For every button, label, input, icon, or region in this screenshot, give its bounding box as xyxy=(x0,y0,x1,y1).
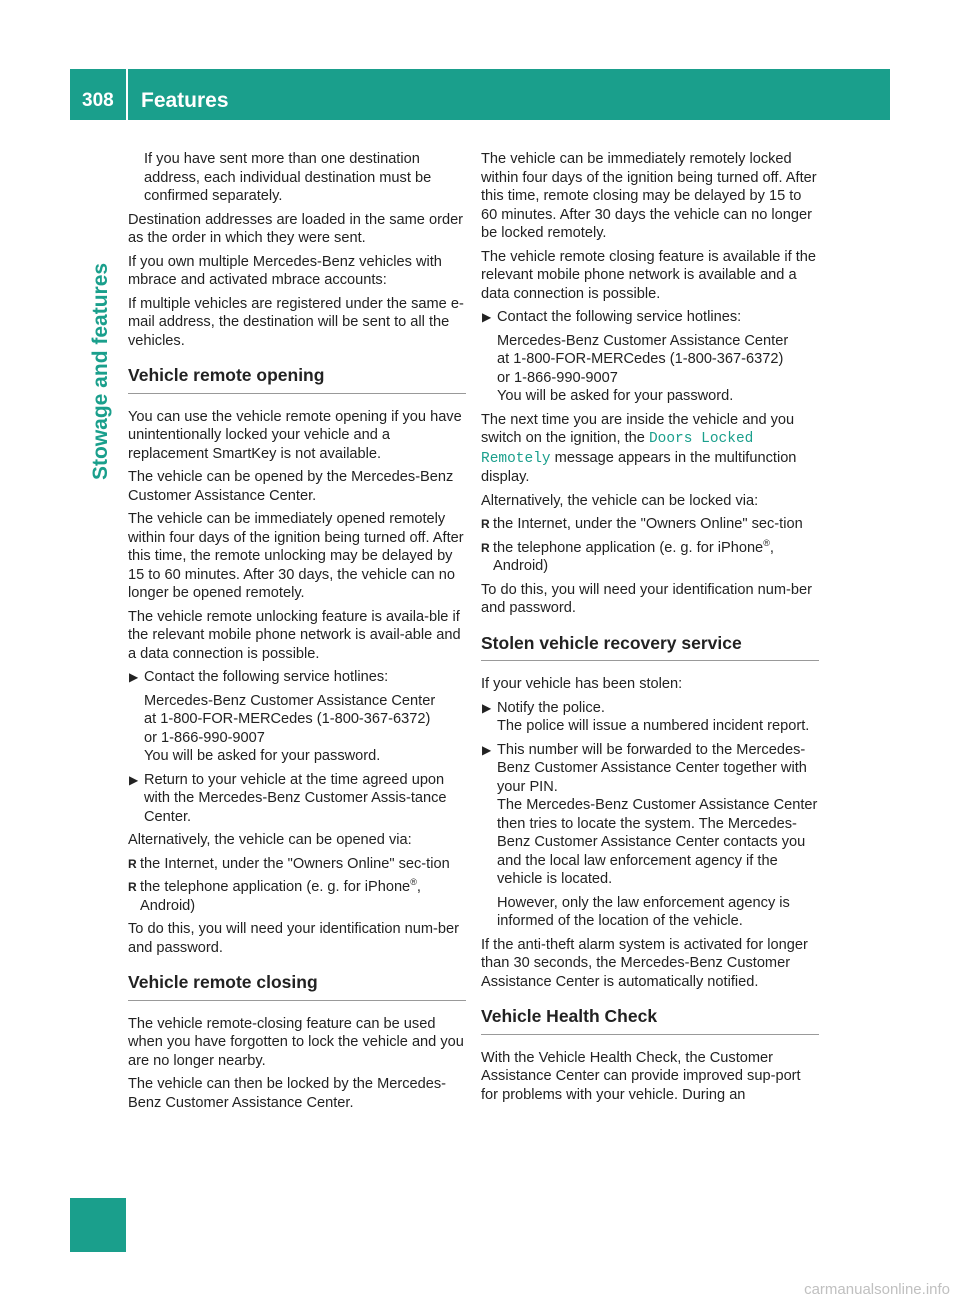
step-arrow-icon: ▶ xyxy=(129,772,139,787)
paragraph: If your vehicle has been stolen: xyxy=(481,676,683,692)
side-tab-label: Stowage and features xyxy=(89,262,112,480)
step-arrow-icon: ▶ xyxy=(482,700,492,715)
step-arrow-icon: ▶ xyxy=(482,742,492,757)
text-run: message appears in the multifunction display. xyxy=(481,449,797,485)
paragraph: The vehicle can then be locked by the Mercedes-Benz Customer Assistance Center. xyxy=(128,1076,446,1111)
heading-stolen-vehicle-recovery: Stolen vehicle recovery service xyxy=(481,634,819,662)
paragraph: If you own multiple Mercedes-Benz vehicles with mbrace and activated mbrace accounts: xyxy=(128,253,442,288)
watermark: carmanualsonline.info xyxy=(804,1281,950,1298)
side-tab-block xyxy=(70,1198,126,1252)
paragraph: The vehicle can be immediately remotely locked within four days of the ignition being turned off. After this time, remote closing may be delayed by 15 to 60 minutes. After 30 days the vehicle can no longer be locked remotely. xyxy=(481,151,817,241)
bullet-icon: R xyxy=(128,880,137,894)
step-arrow-icon: ▶ xyxy=(482,310,492,324)
hotline-block xyxy=(481,332,819,406)
step-text: Notify the police. xyxy=(497,699,605,716)
paragraph: The vehicle can be opened by the Mercedes-Benz Customer Assistance Center. xyxy=(128,469,454,504)
paragraph xyxy=(481,411,819,487)
step-item xyxy=(128,668,466,687)
bullet-text: the Internet, under the "Owners Online" sec-tion xyxy=(140,855,450,872)
paragraph: If multiple vehicles are registered under the same e-mail address, the destination will be sent to all the vehicles. xyxy=(128,295,464,349)
bullet-text: , Android) xyxy=(493,539,774,574)
step-text: Contact the following service hotlines: xyxy=(497,309,742,325)
text-run: The next time you are inside the vehicle and you switch on the ignition, the xyxy=(481,411,795,446)
bullet-item xyxy=(481,515,819,534)
step-item xyxy=(481,308,819,327)
step-text: However, only the law enforcement agency is informed of the location of the vehicle. xyxy=(497,894,790,929)
hotline-line: or 1-866-990-9007 xyxy=(144,729,265,746)
bullet-icon: R xyxy=(481,540,490,555)
step-item xyxy=(128,771,466,827)
bullet-text: the telephone application (e. g. for iPhone xyxy=(140,879,411,895)
paragraph: If you have sent more than one destination address, each individual destination must be confirmed separately. xyxy=(144,151,432,204)
page-number: 308 xyxy=(82,90,114,111)
left-column xyxy=(128,150,466,1117)
step-text: Contact the following service hotlines: xyxy=(144,669,389,685)
step-text: This number will be forwarded to the Mercedes-Benz Customer Assistance Center together with your PIN. xyxy=(497,741,807,795)
heading-vehicle-remote-closing: Vehicle remote closing xyxy=(128,973,466,1001)
registered-mark: ® xyxy=(410,877,417,888)
bullet-text: the Internet, under the "Owners Online" sec-tion xyxy=(493,516,803,532)
paragraph: The vehicle remote unlocking feature is availa-ble if the relevant mobile phone network is avail-able and a data connection is possible. xyxy=(128,608,461,662)
heading-vehicle-health-check: Vehicle Health Check xyxy=(481,1007,819,1035)
bullet-icon: R xyxy=(128,856,137,871)
paragraph: To do this, you will need your identification num-ber and password. xyxy=(128,921,459,956)
hotline-line: or 1-866-990-9007 xyxy=(497,369,618,386)
bullet-item xyxy=(128,878,466,915)
hotline-line: Mercedes-Benz Customer Assistance Center xyxy=(144,692,436,709)
paragraph: If the anti-theft alarm system is activated for longer than 30 seconds, the Mercedes-Benz Customer Assistance Center is automatically notified. xyxy=(481,936,808,990)
step-item xyxy=(481,699,819,736)
header-divider xyxy=(126,69,128,120)
bullet-text: , Android) xyxy=(140,879,421,914)
bullet-text: the telephone application (e. g. for iPhone xyxy=(493,539,764,556)
paragraph: Alternatively, the vehicle can be locked via: xyxy=(481,492,759,509)
hotline-line: at 1-800-FOR-MERCedes (1-800-367-6372) xyxy=(497,351,784,367)
bullet-item xyxy=(128,855,466,874)
paragraph: To do this, you will need your identification num-ber and password. xyxy=(481,581,812,616)
paragraph: With the Vehicle Health Check, the Customer Assistance Center can provide improved sup-port for problems with your vehicle. During an xyxy=(481,1049,801,1103)
step-text: Return to your vehicle at the time agreed upon with the Mercedes-Benz Customer Assis-tance Center. xyxy=(144,771,447,825)
paragraph: You can use the vehicle remote opening if you have unintentionally locked your vehicle and a replacement SmartKey is not available. xyxy=(128,408,462,462)
display-message-code: Doors Locked Remotely xyxy=(481,431,754,467)
registered-mark: ® xyxy=(763,537,770,548)
hotline-line: You will be asked for your password. xyxy=(497,388,734,404)
bullet-item xyxy=(481,539,819,576)
paragraph: The vehicle remote closing feature is available if the relevant mobile phone network is available and a data connection is possible. xyxy=(481,248,817,302)
hotline-block xyxy=(128,692,466,766)
step-text: The police will issue a numbered incident report. xyxy=(497,718,810,734)
hotline-line: at 1-800-FOR-MERCedes (1-800-367-6372) xyxy=(144,711,431,727)
hotline-line: Mercedes-Benz Customer Assistance Center xyxy=(497,332,789,349)
heading-vehicle-remote-opening: Vehicle remote opening xyxy=(128,366,466,394)
right-column xyxy=(481,150,819,1109)
paragraph: The vehicle can be immediately opened remotely within four days of the ignition being turned off. After this time, the remote unlocking may be delayed by 15 to 60 minutes. After 30 days, the vehicle can no longer be opened remotely. xyxy=(128,511,464,601)
step-arrow-icon: ▶ xyxy=(129,670,139,684)
paragraph: The vehicle remote-closing feature can be used when you have forgotten to lock the vehicle and you are no longer nearby. xyxy=(128,1015,464,1069)
step-text: The Mercedes-Benz Customer Assistance Center then tries to locate the system. The Mercedes-Benz Customer Assistance Center contacts you and the local law enforcement agency if the vehicle is located. xyxy=(497,797,818,887)
paragraph: Alternatively, the vehicle can be opened via: xyxy=(128,832,412,848)
step-item xyxy=(481,741,819,931)
section-title: Features xyxy=(141,89,229,112)
paragraph: Destination addresses are loaded in the same order as the order in which they were sent. xyxy=(128,211,464,246)
bullet-icon: R xyxy=(481,517,490,531)
hotline-line: You will be asked for your password. xyxy=(144,748,381,764)
